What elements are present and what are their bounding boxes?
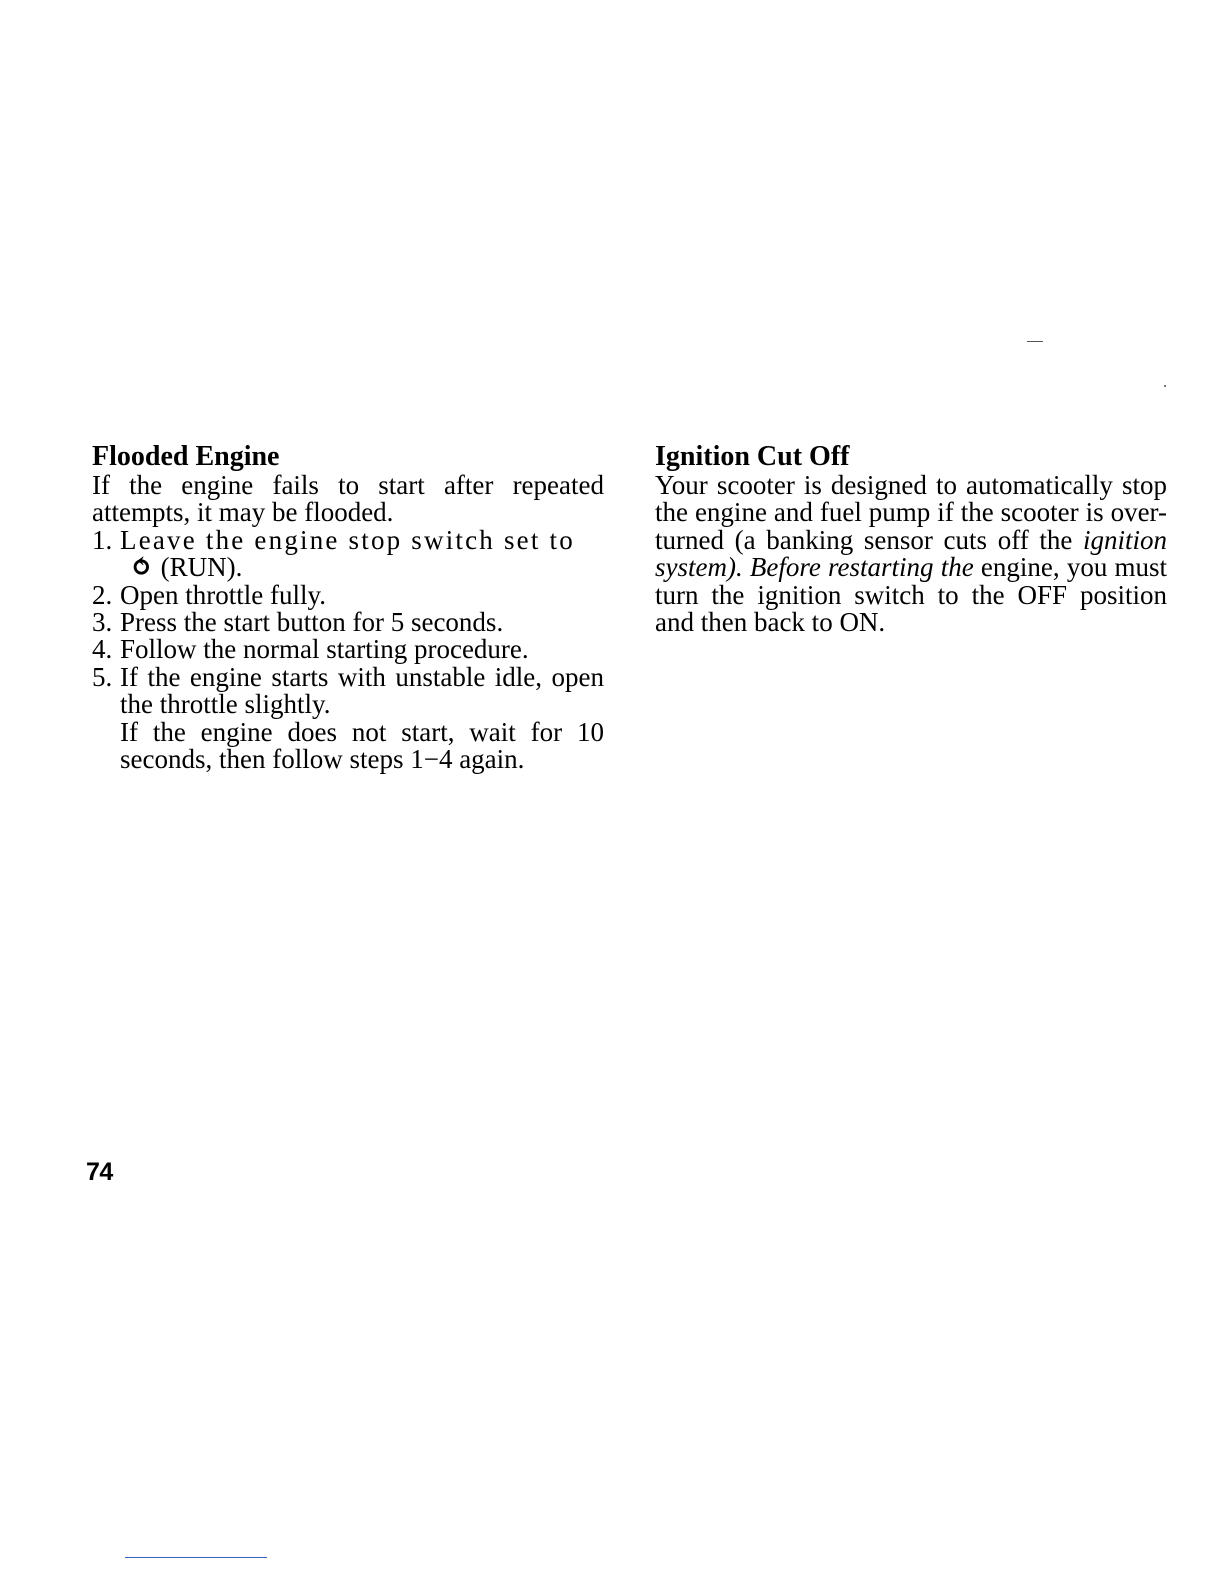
step-3	[92, 609, 604, 636]
step-4	[92, 636, 604, 663]
step-number: 3.	[92, 607, 113, 638]
step-5	[92, 661, 604, 775]
scan-artifact	[1027, 341, 1043, 342]
step-text: If the engine starts with unstable idle, open the throttle slightly.	[120, 661, 604, 720]
flooded-engine-steps	[92, 524, 604, 775]
scan-artifact	[1164, 385, 1166, 387]
bottom-rule	[125, 1557, 267, 1558]
ignition-cut-off-heading: Ignition Cut Off	[655, 441, 850, 472]
step-number: 2.	[92, 579, 113, 610]
step-number: 4.	[92, 634, 113, 665]
step-text: Leave the engine stop switch set to	[120, 524, 575, 555]
ignition-body-part-2: ignition system). Before restarting the	[655, 524, 1167, 583]
run-label: (RUN).	[160, 552, 243, 583]
step-note: If the engine does not start, wait for 10 seconds, then follow steps 1−4 again.	[120, 716, 604, 775]
flooded-engine-section	[92, 442, 604, 773]
step-1	[92, 524, 604, 583]
step-2	[92, 579, 604, 610]
ignition-cut-off-body	[655, 472, 1167, 636]
flooded-engine-intro: If the engine fails to start after repeated attempts, it may be flooded.	[92, 470, 604, 528]
step-text: Press the start button for 5 seconds.	[120, 607, 504, 638]
flooded-engine-heading: Flooded Engine	[92, 441, 280, 472]
step-text: Follow the normal starting procedure.	[120, 634, 529, 665]
step-number: 5.	[92, 661, 113, 692]
ignition-body-part-1: Your scooter is designed to automatically stop the engine and fuel pump if the scooter is over-turned (a banking sensor cuts off the	[655, 470, 1167, 555]
ignition-body-part-3: engine, you must turn the ignition switch to the OFF position and then back to ON.	[655, 552, 1168, 638]
page-number: 74	[86, 1158, 113, 1186]
ignition-cut-off-section	[655, 442, 1167, 636]
engine-run-symbol-icon: ⥀	[130, 552, 153, 583]
step-number: 1.	[92, 524, 113, 555]
step-text: Open throttle fully.	[120, 579, 326, 610]
